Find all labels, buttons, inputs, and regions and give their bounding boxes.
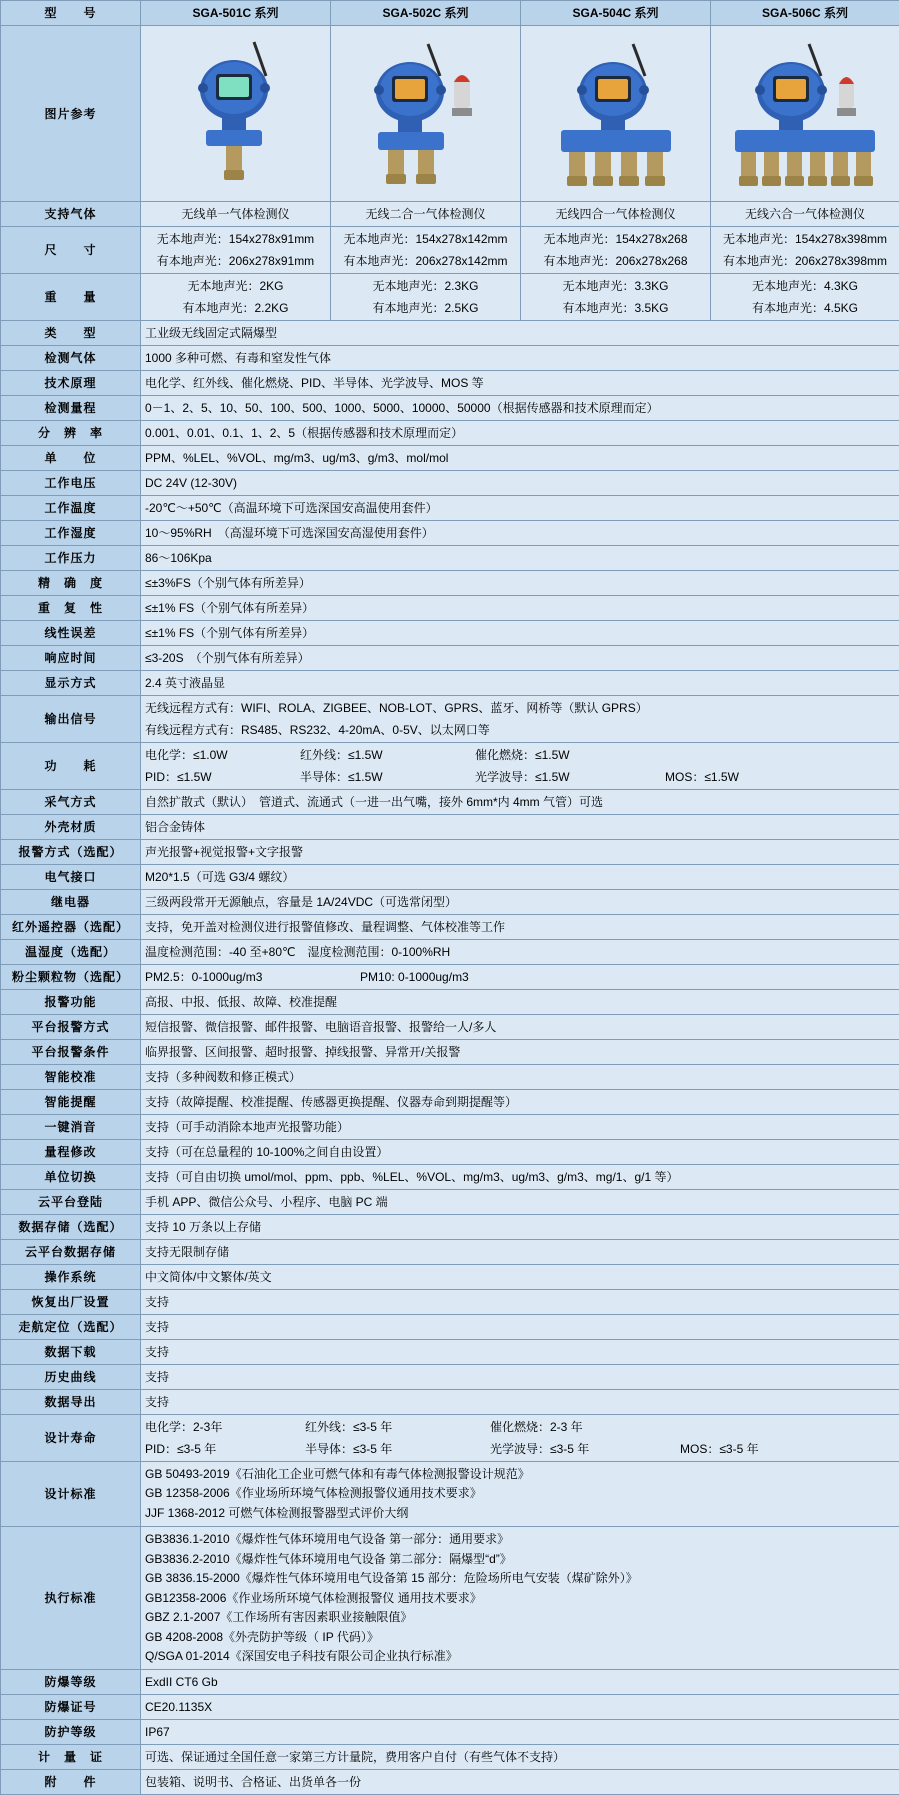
row-label-shell: 外壳材质 [1, 815, 141, 840]
model-header-504c: SGA-504C 系列 [521, 1, 711, 26]
electric-interface-value: M20*1.5（可选 G3/4 螺纹） [141, 865, 899, 890]
row-label-model: 型 号 [1, 1, 141, 26]
table-row-range-modify [1, 1140, 899, 1165]
gas-detector-quad-icon [541, 30, 691, 198]
table-row-power [1, 743, 899, 790]
size-504c: 无本地声光：154x278x268 有本地声光：206x278x268 [521, 227, 711, 274]
table-row-pressure [1, 546, 899, 571]
row-label-principle: 技术原理 [1, 371, 141, 396]
data-storage-value: 支持 10 万条以上存储 [141, 1215, 899, 1240]
row-label-humidity: 工作湿度 [1, 521, 141, 546]
table-row-smart-calibration [1, 1065, 899, 1090]
table-row-cloud-storage [1, 1240, 899, 1265]
row-label-sampling: 采气方式 [1, 790, 141, 815]
attachment-value: 包装箱、说明书、合格证、出货单各一份 [141, 1770, 899, 1795]
alarm-way-value: 声光报警+视觉报警+文字报警 [141, 840, 899, 865]
row-label-ir-remote: 红外遥控器（选配） [1, 915, 141, 940]
response-time-value: ≤3-20S （个别气体有所差异） [141, 646, 899, 671]
row-label-type: 类 型 [1, 321, 141, 346]
table-row-unit-switch [1, 1165, 899, 1190]
cloud-login-value: 手机 APP、微信公众号、小程序、电脑 PC 端 [141, 1190, 899, 1215]
table-row-sampling [1, 790, 899, 815]
dust-value [141, 965, 899, 990]
row-label-history-curve: 历史曲线 [1, 1365, 141, 1390]
sampling-value: 自然扩散式（默认） 管道式、流通式（一进一出气嘴，接外 6mm*内 4mm 气管）可选 [141, 790, 899, 815]
table-row-ex-level [1, 1670, 899, 1695]
row-label-attachment: 附 件 [1, 1770, 141, 1795]
design-life-row-1: 电化学：2-3年 红外线：≤3-5 年 催化燃烧：2-3 年 [145, 1418, 895, 1436]
row-label-size: 尺 寸 [1, 227, 141, 274]
table-row-factory-reset [1, 1290, 899, 1315]
display-value: 2.4 英寸液晶显 [141, 671, 899, 696]
row-label-dust: 粉尘颗粒物（选配） [1, 965, 141, 990]
dust-row: PM2.5：0-1000ug/m3 PM10: 0-1000ug/m3 [145, 968, 895, 986]
table-row-alarm-way [1, 840, 899, 865]
row-label-pressure: 工作压力 [1, 546, 141, 571]
table-row-platform-alarm [1, 1015, 899, 1040]
table-row-history-curve [1, 1365, 899, 1390]
smart-calibration-value: 支持（多种阀数和修正模式） [141, 1065, 899, 1090]
table-row-smart-reminder [1, 1090, 899, 1115]
table-row-shell [1, 815, 899, 840]
gas-detector-dual-icon [356, 30, 496, 198]
table-row-dust [1, 965, 899, 990]
table-row-design-life [1, 1415, 899, 1462]
range-value: 0－1、2、5、10、50、100、500、1000、5000、10000、50000（根据传感器和技术原理而定） [141, 396, 899, 421]
row-label-support-gas: 支持气体 [1, 202, 141, 227]
table-row-temp-humidity-option [1, 940, 899, 965]
size-506c: 无本地声光：154x278x398mm 有本地声光：206x278x398mm [711, 227, 899, 274]
table-row-size [1, 227, 899, 274]
table-row-data-download [1, 1340, 899, 1365]
table-row-mute [1, 1115, 899, 1140]
support-gas-501c: 无线单一气体检测仪 [141, 202, 331, 227]
smart-reminder-value: 支持（故障提醒、校准提醒、传感器更换提醒、仪器寿命到期提醒等） [141, 1090, 899, 1115]
table-row-weight [1, 274, 899, 321]
repeatability-value: ≤±1% FS（个别气体有所差异） [141, 596, 899, 621]
gps-value: 支持 [141, 1315, 899, 1340]
table-row-unit [1, 446, 899, 471]
size-502c: 无本地声光：154x278x142mm 有本地声光：206x278x142mm [331, 227, 521, 274]
table-row-electric-interface [1, 865, 899, 890]
table-row-accuracy [1, 571, 899, 596]
support-gas-502c: 无线二合一气体检测仪 [331, 202, 521, 227]
row-label-design-standard: 设计标准 [1, 1462, 141, 1527]
table-row-exec-standard [1, 1527, 899, 1670]
accuracy-value: ≤±3%FS（个别气体有所差异） [141, 571, 899, 596]
row-label-data-download: 数据下载 [1, 1340, 141, 1365]
row-label-ex-certificate: 防爆证号 [1, 1695, 141, 1720]
table-row-voltage [1, 471, 899, 496]
temp-humidity-option-value: 温度检测范围：-40 至+80℃ 湿度检测范围：0-100%RH [141, 940, 899, 965]
alarm-function-value: 高报、中报、低报、故障、校准提醒 [141, 990, 899, 1015]
support-gas-506c: 无线六合一气体检测仪 [711, 202, 899, 227]
design-standard-value: GB 50493-2019《石油化工企业可燃气体和有毒气体检测报警设计规范》 GB 12358-2006《作业场所环境气体检测报警仪通用技术要求》 JJF 1368-2012 可燃气体检测报警器型式评价大纲 [141, 1462, 899, 1527]
row-label-cloud-login: 云平台登陆 [1, 1190, 141, 1215]
row-label-relay: 继电器 [1, 890, 141, 915]
table-row-ip-rating [1, 1720, 899, 1745]
power-value [141, 743, 899, 790]
row-label-smart-calibration: 智能校准 [1, 1065, 141, 1090]
table-row-resolution [1, 421, 899, 446]
row-label-voltage: 工作电压 [1, 471, 141, 496]
table-row-humidity [1, 521, 899, 546]
table-row-range [1, 396, 899, 421]
os-value: 中文简体/中文繁体/英文 [141, 1265, 899, 1290]
platform-alarm-value: 短信报警、微信报警、邮件报警、电脑语音报警、报警给一人/多人 [141, 1015, 899, 1040]
model-header-502c: SGA-502C 系列 [331, 1, 521, 26]
table-row-type [1, 321, 899, 346]
row-label-unit-switch: 单位切换 [1, 1165, 141, 1190]
table-row-platform-condition [1, 1040, 899, 1065]
table-row-os [1, 1265, 899, 1290]
table-row-display [1, 671, 899, 696]
unit-switch-value: 支持（可自由切换 umol/mol、ppm、ppb、%LEL、%VOL、mg/m3、ug/m3、g/m3、mg/1、g/1 等） [141, 1165, 899, 1190]
weight-501c: 无本地声光：2KG 有本地声光：2.2KG [141, 274, 331, 321]
ex-level-value: ExdII CT6 Gb [141, 1670, 899, 1695]
table-row-support-gas [1, 202, 899, 227]
data-export-value: 支持 [141, 1390, 899, 1415]
table-row-detect-gas [1, 346, 899, 371]
table-row-attachment [1, 1770, 899, 1795]
row-label-gps: 走航定位（选配） [1, 1315, 141, 1340]
row-label-detect-gas: 检测气体 [1, 346, 141, 371]
row-label-output-signal: 输出信号 [1, 696, 141, 743]
row-label-unit: 单 位 [1, 446, 141, 471]
table-row-ex-certificate [1, 1695, 899, 1720]
unit-value: PPM、%LEL、%VOL、mg/m3、ug/m3、g/m3、mol/mol [141, 446, 899, 471]
design-life-value [141, 1415, 899, 1462]
row-label-range-modify: 量程修改 [1, 1140, 141, 1165]
ir-remote-value: 支持，免开盖对检测仪进行报警值修改、量程调整、气体校准等工作 [141, 915, 899, 940]
ip-rating-value: IP67 [141, 1720, 899, 1745]
data-download-value: 支持 [141, 1340, 899, 1365]
model-header-501c: SGA-501C 系列 [141, 1, 331, 26]
table-row-relay [1, 890, 899, 915]
row-label-ip-rating: 防护等级 [1, 1720, 141, 1745]
table-row-output-signal [1, 696, 899, 743]
row-label-image-reference: 图片参考 [1, 26, 141, 202]
linearity-value: ≤±1% FS（个别气体有所差异） [141, 621, 899, 646]
table-row-gps [1, 1315, 899, 1340]
exec-standard-value: GB3836.1-2010《爆炸性气体环境用电气设备 第一部分：通用要求》 GB3836.2-2010《爆炸性气体环境用电气设备 第二部分：隔爆型“d”》 GB 3836.15-2000《爆炸性气体环境用电气设备第 15 部分：危险场所电气安装（煤矿除外）》 GB12358-2006《作业场所环境气体检测报警仪 通用技术要求》 GBZ 2.1-2007《工作场所有害因素职业接触限值》 GB 4208-2008《外壳防护等级（ IP 代码）》 Q/SGA 01-2014《深国安电子科技有限公司企业执行标准》 [141, 1527, 899, 1670]
row-label-range: 检测量程 [1, 396, 141, 421]
row-label-platform-condition: 平台报警条件 [1, 1040, 141, 1065]
metering-certificate-value: 可选、保证通过全国任意一家第三方计量院，费用客户自付（有些气体不支持） [141, 1745, 899, 1770]
row-label-display: 显示方式 [1, 671, 141, 696]
factory-reset-value: 支持 [141, 1290, 899, 1315]
table-row-principle [1, 371, 899, 396]
detect-gas-value: 1000 多种可燃、有毒和窒发性气体 [141, 346, 899, 371]
row-label-accuracy: 精 确 度 [1, 571, 141, 596]
relay-value: 三级两段常开无源触点，容量是 1A/24VDC（可选常闭型） [141, 890, 899, 915]
table-row-data-export [1, 1390, 899, 1415]
cloud-storage-value: 支持无限制存储 [141, 1240, 899, 1265]
row-label-weight: 重 量 [1, 274, 141, 321]
principle-value: 电化学、红外线、催化燃烧、PID、半导体、光学波导、MOS 等 [141, 371, 899, 396]
product-image-501c [141, 26, 331, 202]
row-label-temperature: 工作温度 [1, 496, 141, 521]
voltage-value: DC 24V (12-30V) [141, 471, 899, 496]
table-row-model [1, 1, 899, 26]
weight-504c: 无本地声光：3.3KG 有本地声光：3.5KG [521, 274, 711, 321]
product-image-504c [521, 26, 711, 202]
row-label-alarm-function: 报警功能 [1, 990, 141, 1015]
table-row-linearity [1, 621, 899, 646]
power-row-2: PID：≤1.5W 半导体：≤1.5W 光学波导：≤1.5W MOS：≤1.5W [145, 768, 895, 786]
table-row-metering-certificate [1, 1745, 899, 1770]
row-label-data-storage: 数据存储（选配） [1, 1215, 141, 1240]
platform-condition-value: 临界报警、区间报警、超时报警、掉线报警、异常开/关报警 [141, 1040, 899, 1065]
weight-502c: 无本地声光：2.3KG 有本地声光：2.5KG [331, 274, 521, 321]
row-label-electric-interface: 电气接口 [1, 865, 141, 890]
table-row-image-reference [1, 26, 899, 202]
row-label-ex-level: 防爆等级 [1, 1670, 141, 1695]
row-label-repeatability: 重 复 性 [1, 596, 141, 621]
size-501c: 无本地声光：154x278x91mm 有本地声光：206x278x91mm [141, 227, 331, 274]
design-life-row-2: PID：≤3-5 年 半导体：≤3-5 年 光学波导：≤3-5 年 MOS：≤3-5 年 [145, 1440, 895, 1458]
humidity-value: 10～95%RH （高湿环境下可选深国安高湿使用套件） [141, 521, 899, 546]
range-modify-value: 支持（可在总量程的 10-100%之间自由设置） [141, 1140, 899, 1165]
row-label-response-time: 响应时间 [1, 646, 141, 671]
temperature-value: -20℃～+50℃（高温环境下可选深国安高温使用套件） [141, 496, 899, 521]
row-label-alarm-way: 报警方式（选配） [1, 840, 141, 865]
row-label-os: 操作系统 [1, 1265, 141, 1290]
model-header-506c: SGA-506C 系列 [711, 1, 899, 26]
row-label-smart-reminder: 智能提醒 [1, 1090, 141, 1115]
shell-value: 铝合金铸体 [141, 815, 899, 840]
table-row-alarm-function [1, 990, 899, 1015]
product-image-502c [331, 26, 521, 202]
row-label-cloud-storage: 云平台数据存储 [1, 1240, 141, 1265]
row-label-mute: 一键消音 [1, 1115, 141, 1140]
gas-detector-hex-icon [723, 30, 888, 198]
row-label-linearity: 线性误差 [1, 621, 141, 646]
row-label-factory-reset: 恢复出厂设置 [1, 1290, 141, 1315]
table-row-temperature [1, 496, 899, 521]
row-label-metering-certificate: 计 量 证 [1, 1745, 141, 1770]
row-label-power: 功 耗 [1, 743, 141, 790]
table-row-repeatability [1, 596, 899, 621]
type-value: 工业级无线固定式隔爆型 [141, 321, 899, 346]
output-signal-value: 无线远程方式有：WIFI、ROLA、ZIGBEE、NOB-LOT、GPRS、蓝牙、网桥等（默认 GPRS） 有线远程方式有：RS485、RS232、4-20mA、0-5V、以太网口等 [141, 696, 899, 743]
row-label-temp-humidity-option: 温湿度（选配） [1, 940, 141, 965]
row-label-resolution: 分 辨 率 [1, 421, 141, 446]
table-row-ir-remote [1, 915, 899, 940]
table-row-design-standard [1, 1462, 899, 1527]
resolution-value: 0.001、0.01、0.1、1、2、5（根据传感器和技术原理而定） [141, 421, 899, 446]
support-gas-504c: 无线四合一气体检测仪 [521, 202, 711, 227]
row-label-data-export: 数据导出 [1, 1390, 141, 1415]
row-label-design-life: 设计寿命 [1, 1415, 141, 1462]
row-label-platform-alarm: 平台报警方式 [1, 1015, 141, 1040]
table-row-data-storage [1, 1215, 899, 1240]
table-row-response-time [1, 646, 899, 671]
gas-detector-single-icon [176, 30, 296, 198]
weight-506c: 无本地声光：4.3KG 有本地声光：4.5KG [711, 274, 899, 321]
product-image-506c [711, 26, 899, 202]
mute-value: 支持（可手动消除本地声光报警功能） [141, 1115, 899, 1140]
power-row-1: 电化学：≤1.0W 红外线：≤1.5W 催化燃烧：≤1.5W [145, 746, 895, 764]
table-row-cloud-login [1, 1190, 899, 1215]
row-label-exec-standard: 执行标准 [1, 1527, 141, 1670]
pressure-value: 86～106Kpa [141, 546, 899, 571]
history-curve-value: 支持 [141, 1365, 899, 1390]
ex-certificate-value: CE20.1135X [141, 1695, 899, 1720]
